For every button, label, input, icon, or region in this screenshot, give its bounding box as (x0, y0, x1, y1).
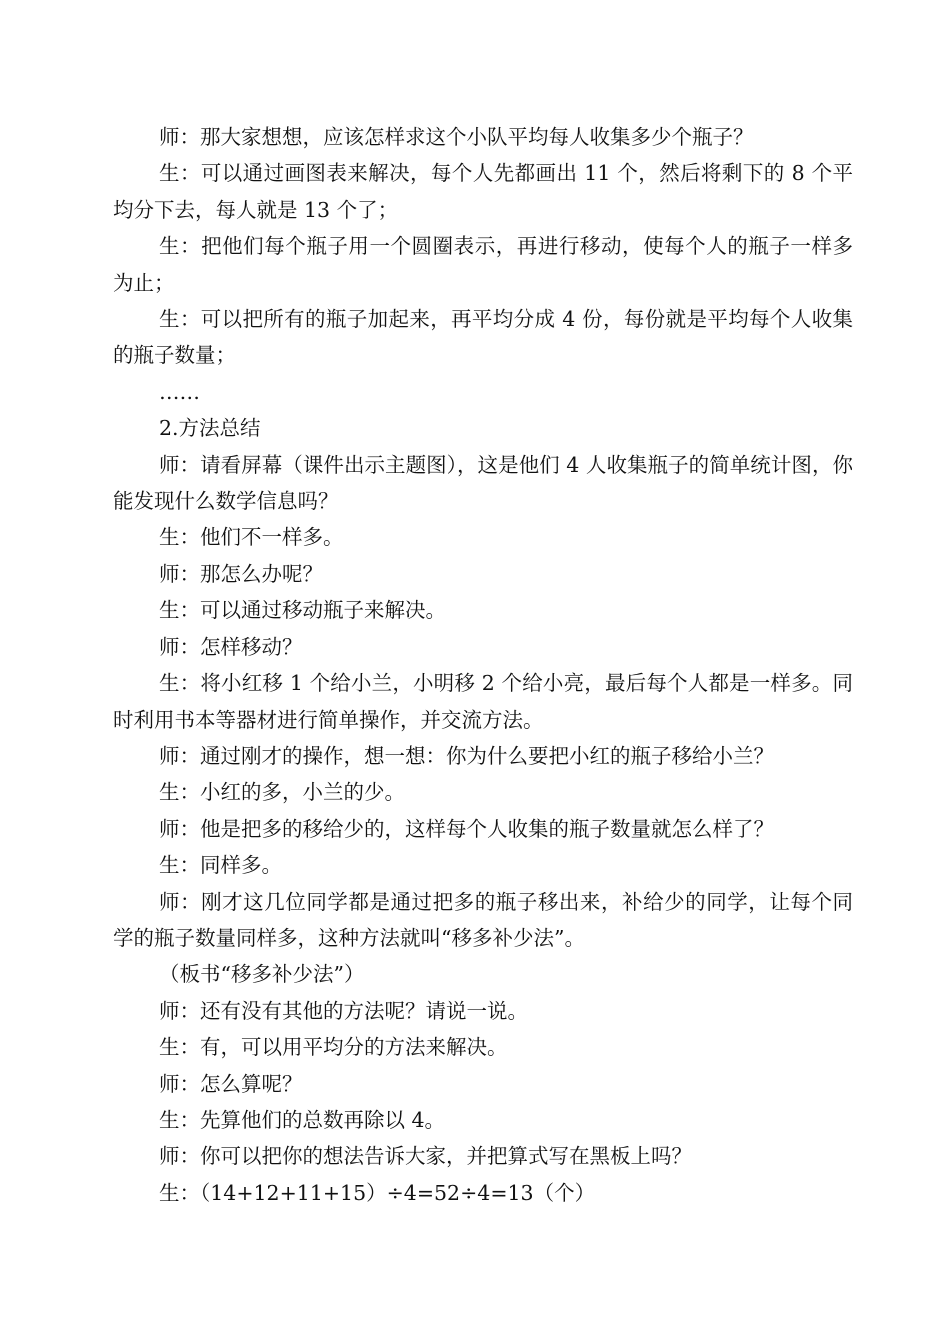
paragraph-teacher-calc: 师：怎么算呢？ (159, 1071, 303, 1096)
paragraph-student-move: 生：可以通过移动瓶子来解决。 (159, 598, 446, 623)
paragraph-student-more-less: 生：小红的多，小兰的少。 (159, 780, 405, 805)
paragraph-student-sum: 生：可以把所有的瓶子加起来，再平均分成 4 份，每份就是平均每个人收集的瓶子数量； (113, 307, 853, 368)
paragraph-teacher-method-name: 师：刚才这几位同学都是通过把多的瓶子移出来，补给少的同学，让每个同学的瓶子数量同样多，这种方法就叫“移多补少法”。 (113, 889, 853, 950)
paragraph-student-move-detail: 生：将小红移 1 个给小兰，小明移 2 个给小亮，最后每个人都是一样多。同时利用书本等器材进行简单操作，并交流方法。 (113, 671, 853, 732)
paragraph-teacher-result: 师：他是把多的移给少的，这样每个人收集的瓶子数量就怎么样了？ (159, 816, 774, 841)
paragraph-teacher-blackboard: 师：你可以把你的想法告诉大家，并把算式写在黑板上吗？ (159, 1144, 692, 1169)
paragraph-teacher-what-to-do: 师：那怎么办呢？ (159, 561, 323, 586)
paragraph-teacher-why: 师：通过刚才的操作，想一想：你为什么要把小红的瓶子移给小兰？ (159, 743, 774, 768)
paragraph-student-circles: 生：把他们每个瓶子用一个圆圈表示，再进行移动，使每个人的瓶子一样多为止； (113, 234, 853, 295)
paragraph-student-drawing: 生：可以通过画图表来解决，每个人先都画出 11 个，然后将剩下的 8 个平均分下去，每人就是 13 个了； (113, 161, 853, 222)
paragraph-teacher-question: 师：那大家想想，应该怎样求这个小队平均每人收集多少个瓶子？ (159, 125, 754, 149)
paragraph-teacher-screen: 师：请看屏幕（课件出示主题图），这是他们 4 人收集瓶子的简单统计图，你能发现什么数学信息吗？ (113, 452, 853, 514)
document-body (113, 119, 853, 1211)
paragraph-student-average: 生：有，可以用平均分的方法来解决。 (159, 1035, 508, 1060)
paragraph-teacher-other-methods: 师：还有没有其他的方法呢？请说一说。 (159, 998, 528, 1023)
section-heading: 2.方法总结 (159, 416, 261, 441)
paragraph-board-note: （板书“移多补少法”） (159, 962, 365, 987)
paragraph-student-same: 生：同样多。 (159, 853, 282, 878)
paragraph-ellipsis: …… (159, 379, 200, 404)
paragraph-student-not-equal: 生：他们不一样多。 (159, 525, 344, 550)
paragraph-student-total: 生：先算他们的总数再除以 4。 (159, 1107, 446, 1132)
paragraph-teacher-how-move: 师：怎样移动？ (159, 634, 303, 659)
paragraph-student-equation: 生：（14+12+11+15）÷4=52÷4=13（个） (159, 1180, 596, 1205)
